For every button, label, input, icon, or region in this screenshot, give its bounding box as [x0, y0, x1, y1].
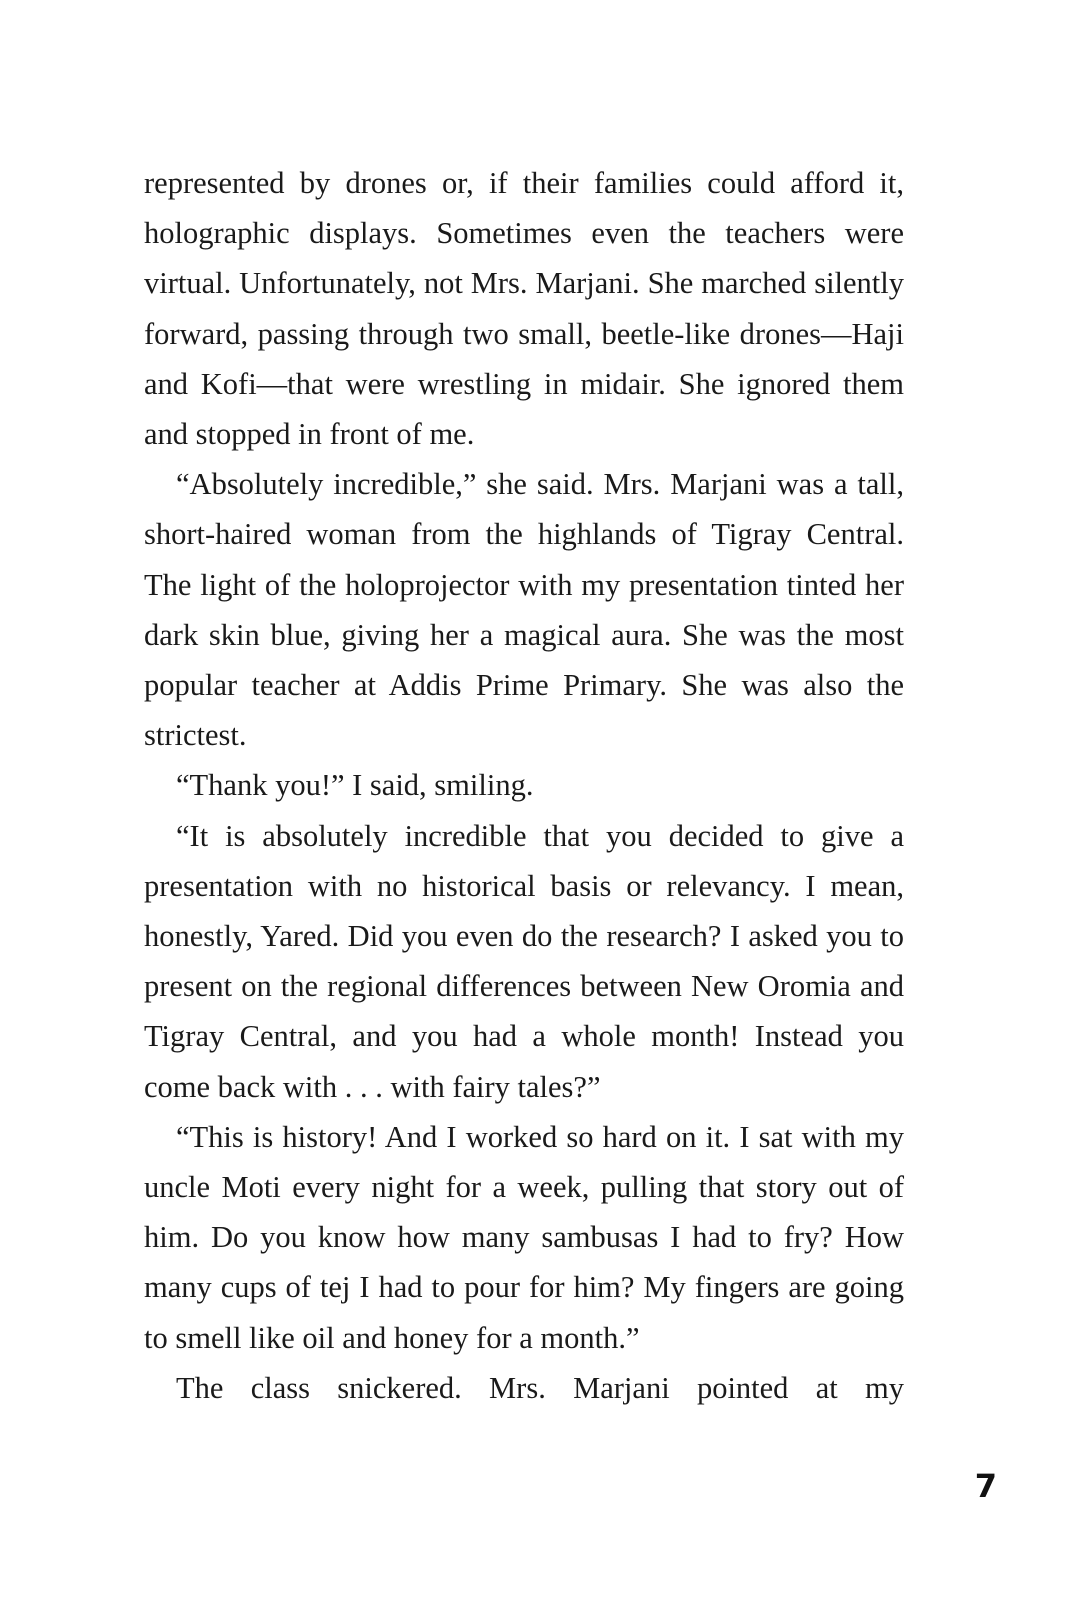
- paragraph: represented by drones or, if their families could afford it, holographic displays. Sometimes even the teachers were virtual. Unfortunately, not Mrs. Marjani. She marched silently forward, passing through two small, beetle-like drones—Haji and Kofi—that were wrestling in midair. She ignored them and stopped in front of me.: [144, 166, 904, 452]
- page-number: 7: [974, 1467, 997, 1505]
- paragraph: “Absolutely incredible,” she said. Mrs. Marjani was a tall, short-haired woman from the highlands of Tigray Central. The light of the holoprojector with my presentation tinted her dark skin blue, giving her a magical aura. She was the most popular teacher at Addis Prime Primary. She was also the strictest.: [144, 467, 904, 753]
- paragraph: “This is history! And I worked so hard on it. I sat with my uncle Moti every night for a week, pulling that story out of him. Do you know how many sambusas I had to fry? How many cups of tej I had to pour for him? My fingers are going to smell like oil and honey for a month.”: [144, 1119, 904, 1355]
- paragraph: “Thank you!” I said, smiling.: [176, 768, 534, 803]
- body-text: [144, 158, 904, 1413]
- paragraph: The class snickered. Mrs. Marjani pointed at my: [176, 1370, 904, 1405]
- paragraph: “It is absolutely incredible that you decided to give a presentation with no historical basis or relevancy. I mean, honestly, Yared. Did you even do the research? I asked you to present on the regional differences between New Oromia and Tigray Central, and you had a whole month! Instead you come back with . . . with fairy tales?”: [144, 818, 904, 1104]
